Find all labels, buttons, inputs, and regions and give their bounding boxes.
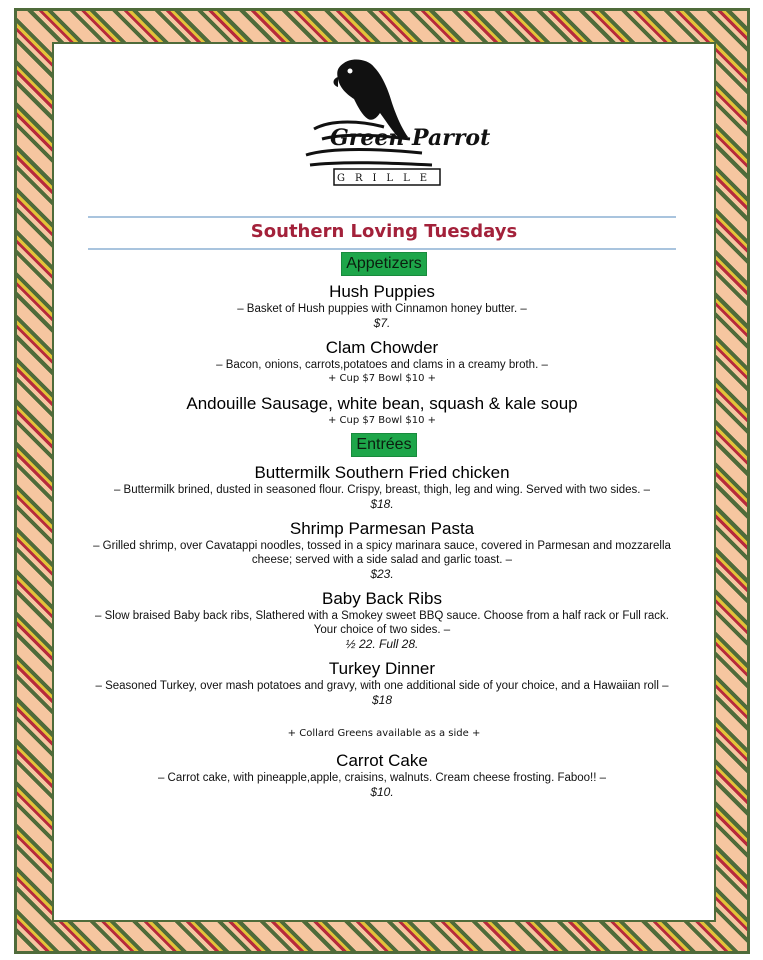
- item-desc: – Seasoned Turkey, over mash potatoes and gravy, with one additional side of your choice, and a Hawaiian roll –: [95, 680, 669, 692]
- item-desc: – Slow braised Baby back ribs, Slathered with a Smokey sweet BBQ sauce. Choose from a half rack or Full rack. Your choice of two sides. –: [95, 610, 669, 636]
- page-title: Southern Loving Tuesdays: [250, 221, 518, 242]
- item-name: Turkey Dinner: [328, 659, 436, 678]
- item-name: Hush Puppies: [329, 282, 435, 301]
- menu-item: [92, 338, 672, 386]
- item-price: $10.: [370, 785, 394, 799]
- section-label: Appetizers: [341, 252, 427, 276]
- item-price: $7.: [373, 316, 391, 330]
- item-price: + Cup $7 Bowl $10 +: [327, 373, 437, 384]
- item-price: $18: [371, 693, 393, 707]
- item-name: Andouille Sausage, white bean, squash & kale soup: [186, 394, 578, 413]
- svg-text:GRILLE: GRILLE: [336, 173, 438, 184]
- section-label: Entrées: [351, 433, 416, 457]
- item-name: Baby Back Ribs: [322, 589, 442, 608]
- item-name: Clam Chowder: [325, 338, 439, 357]
- item-price: + Cup $7 Bowl $10 +: [327, 415, 437, 426]
- menu-item: [92, 463, 672, 512]
- item-desc: – Basket of Hush puppies with Cinnamon honey butter. –: [237, 303, 527, 315]
- item-price: $23.: [370, 567, 394, 581]
- section-entrees: [52, 433, 716, 457]
- section-appetizers: [52, 252, 716, 276]
- item-price: $18.: [370, 497, 394, 511]
- menu-item: [92, 659, 672, 708]
- item-price: ½ 22. Full 28.: [345, 637, 419, 651]
- item-desc: – Carrot cake, with pineapple,apple, craisins, walnuts. Cream cheese frosting. Faboo!! –: [157, 772, 607, 784]
- item-desc: – Grilled shrimp, over Cavatappi noodles, tossed in a spicy marinara sauce, covered in Parmesan and mozzarella cheese; served with a side salad and garlic toast. –: [93, 540, 671, 566]
- item-desc: – Buttermilk brined, dusted in seasoned flour. Crispy, breast, thigh, leg and wing. Served with two sides. –: [113, 484, 651, 496]
- item-name: Buttermilk Southern Fried chicken: [254, 463, 510, 482]
- menu-item-dessert: [92, 751, 672, 800]
- bottom-rule: [88, 248, 676, 250]
- menu-item: [92, 282, 672, 331]
- item-name: Carrot Cake: [336, 751, 428, 770]
- menu-item: [92, 394, 672, 428]
- svg-text:Green Parrot: Green Parrot: [330, 125, 491, 151]
- item-desc: – Bacon, onions, carrots,potatoes and clams in a creamy broth. –: [216, 359, 548, 371]
- item-name: Shrimp Parmesan Pasta: [289, 519, 475, 538]
- menu-item: [92, 519, 672, 582]
- top-rule: [88, 216, 676, 218]
- side-note: + Collard Greens available as a side +: [287, 728, 481, 739]
- green-parrot-logo: [292, 55, 491, 200]
- menu-item: [92, 589, 672, 652]
